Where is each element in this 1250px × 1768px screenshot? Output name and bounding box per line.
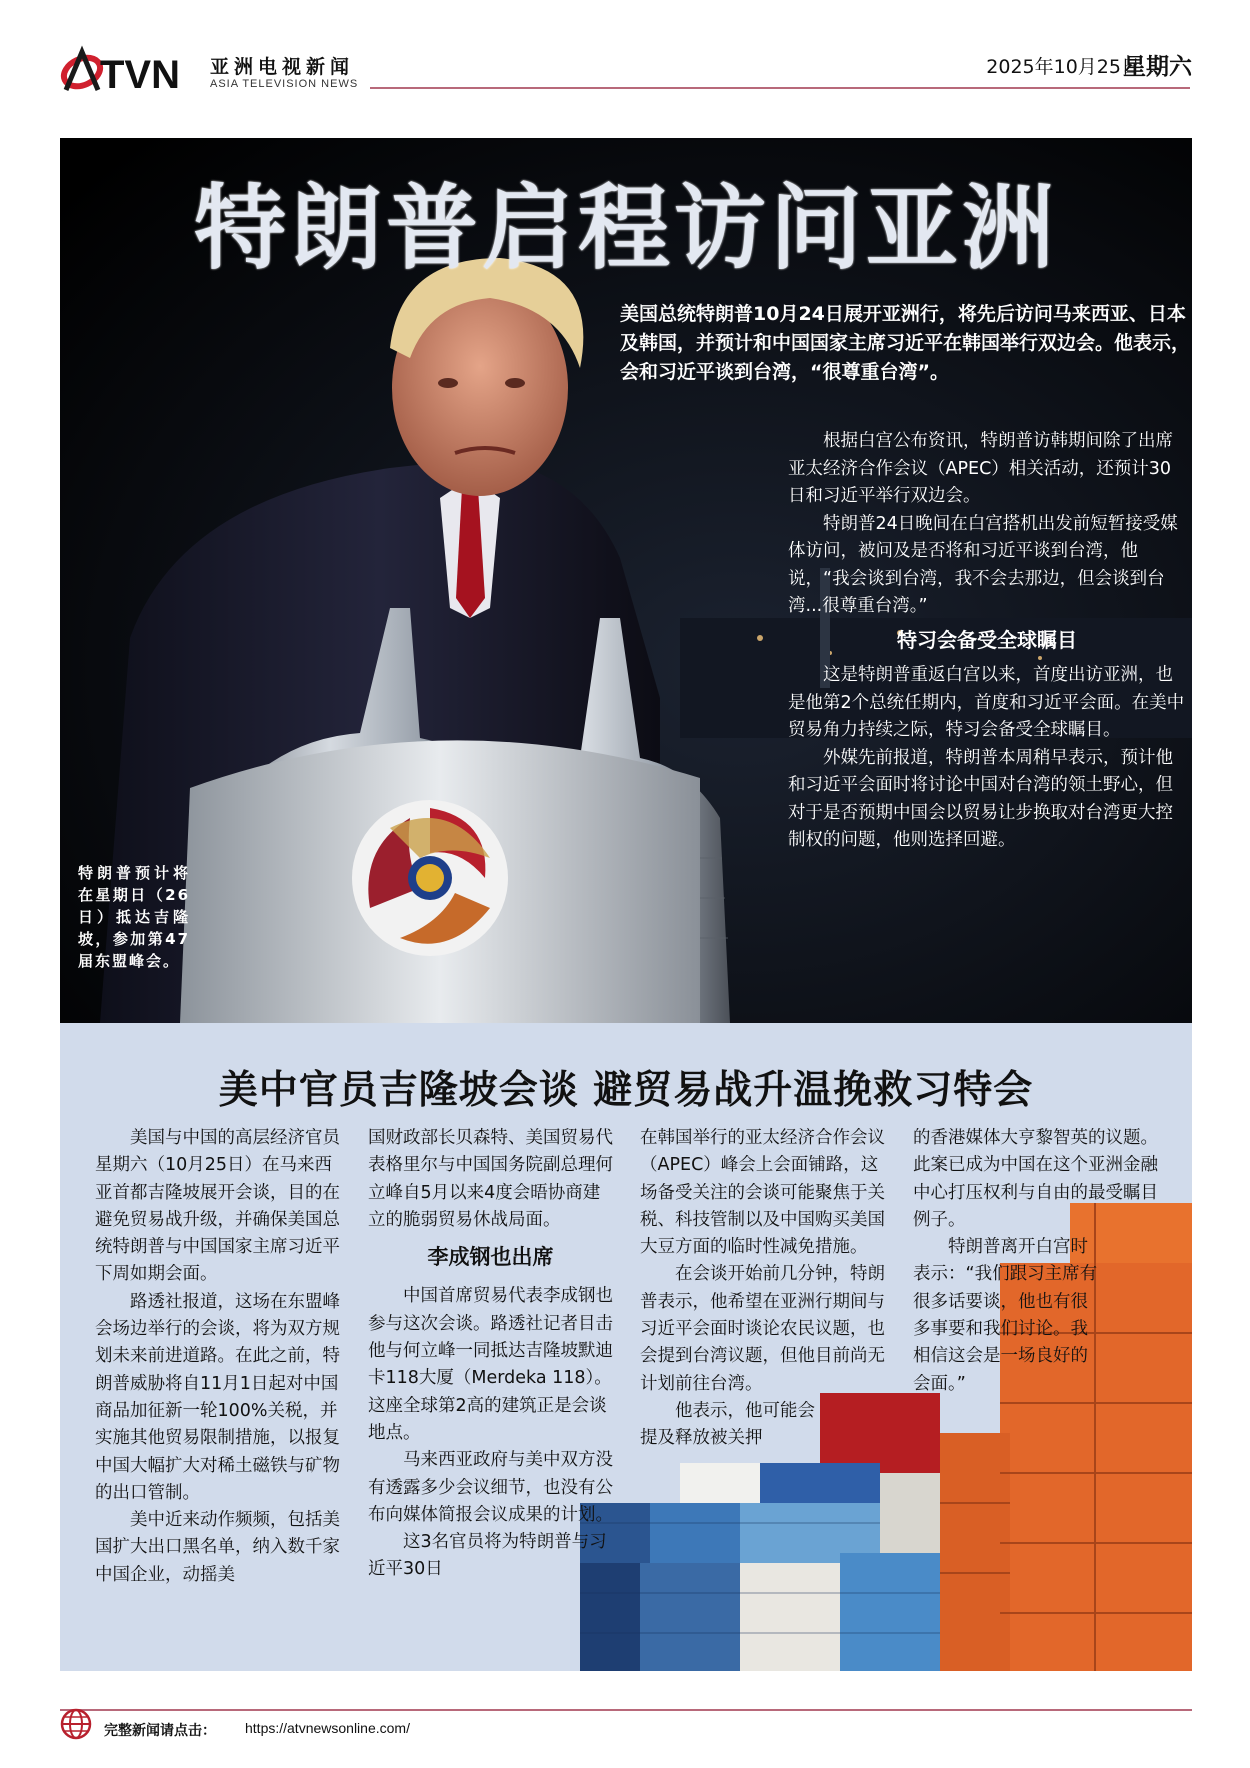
hero-headline: 特朗普启程访问亚洲: [193, 175, 1058, 282]
article-paragraph: 国财政部长贝森特、美国贸易代表格里尔与中国国务院副总理何立峰自5月以来4度会晤协商建立的脆弱贸易休战局面。: [368, 1128, 613, 1230]
hero-paragraph: 外媒先前报道，特朗普本周稍早表示，预计他和习近平会面时将讨论中国对台湾的领土野心，但对于是否预期中国会以贸易让步换取对台湾更大控制权的问题，他则选择回避。: [788, 747, 1173, 850]
header-divider: [370, 87, 1190, 89]
hero-section: [60, 138, 1192, 1023]
article-subheading: 李成钢也出席: [427, 1245, 554, 1270]
photo-caption: 特朗普预计将在星期日（26日）抵达吉隆坡，参加第47届东盟峰会。: [78, 864, 190, 970]
brand-name-english: ASIA TELEVISION NEWS: [210, 78, 359, 90]
article-paragraph: 中国首席贸易代表李成钢也参与这次会谈。路透社记者目击他与何立峰一同抵达吉隆坡默迪卡118大厦（Merdeka 118）。这座全球第2高的建筑正是会谈地点。: [368, 1286, 613, 1443]
hero-body: [788, 428, 1186, 855]
article-paragraph: 这3名官员将为特朗普与习近平30日: [368, 1532, 607, 1580]
article-section: [60, 1023, 1192, 1671]
atvn-logo[interactable]: [60, 44, 195, 94]
page-header: [0, 0, 1250, 120]
globe-icon[interactable]: [60, 1708, 92, 1740]
hero-paragraph: 特朗普24日晚间在白宫搭机出发前短暂接受媒体访问，被问及是否将和习近平谈到台湾，他说，“我会谈到台湾，我不会去那边，但会谈到台湾...很尊重台湾。”: [788, 513, 1178, 616]
issue-weekday: 星期六: [1123, 54, 1192, 80]
article-paragraph: 的香港媒体大亨黎智英的议题。此案已成为中国在这个亚洲金融中心打压权利与自由的最受瞩目例子。: [913, 1128, 1158, 1230]
footer-divider: [60, 1709, 1192, 1711]
issue-date: 2025年10月25日: [986, 56, 1140, 78]
article-paragraph: 在会谈开始前几分钟，特朗普表示，他希望在亚洲行期间与习近平会面时谈论农民议题，也会提到台湾议题，但他目前尚无计划前往台湾。: [640, 1264, 885, 1394]
article-column-3: [640, 1125, 885, 1453]
article-paragraph: 在韩国举行的亚太经济合作会议（APEC）峰会上会面铺路，这场备受关注的会谈可能聚焦于关税、科技管制以及中国购买美国大豆方面的临时性减免措施。: [640, 1128, 885, 1258]
svg-text:TVN: TVN: [100, 53, 180, 94]
article-column-2: [368, 1125, 613, 1584]
article-headline: 美中官员吉隆坡会谈 避贸易战升温挽救习特会: [218, 1068, 1034, 1113]
hero-paragraph: 这是特朗普重返白宫以来，首度出访亚洲，也是他第2个总统任期内，首度和习近平会面。在美中贸易角力持续之际，特习会备受全球瞩目。: [788, 665, 1185, 740]
article-paragraph: 他表示，他可能会提及释放被关押: [640, 1400, 815, 1449]
article-column-4: [913, 1125, 1158, 1398]
article-paragraph: 路透社报道，这场在东盟峰会场边举行的会谈，将为双方规划未来前进道路。在此之前，特朗普威胁将自11月1日起对中国商品加征新一轮100%关税，并实施其他贸易限制措施，以报复中国大幅扩大对稀土磁铁与矿物的出口管制。: [95, 1291, 340, 1503]
article-paragraph: 美国与中国的高层经济官员星期六（10月25日）在马来西亚首都吉隆坡展开会谈，目的在避免贸易战升级，并确保美国总统特朗普与中国国家主席习近平下周如期会面。: [95, 1128, 340, 1285]
article-paragraph: 马来西亚政府与美中双方没有透露多少会议细节，也没有公布向媒体简报会议成果的计划。: [368, 1450, 613, 1525]
hero-paragraph: 根据白宫公布资讯，特朗普访韩期间除了出席亚太经济合作会议（APEC）相关活动，还预计30日和习近平举行双边会。: [788, 431, 1173, 506]
footer-label: 完整新闻请点击：: [104, 1723, 216, 1739]
brand-name-chinese: 亚洲电视新闻: [210, 56, 355, 78]
article-column-1: [95, 1125, 340, 1589]
hero-subheading: 特习会备受全球瞩目: [897, 627, 1077, 652]
article-paragraph: 特朗普离开白宫时表示：“我们跟习主席有很多话要谈，他也有很多事要和我们讨论。我相信这会是一场良好的会面。”: [913, 1237, 1098, 1394]
article-paragraph: 美中近来动作频频，包括美国扩大出口黑名单，纳入数千家中国企业，动摇美: [95, 1510, 340, 1585]
hero-lead: 美国总统特朗普10月24日展开亚洲行，将先后访问马来西亚、日本及韩国，并预计和中国国家主席习近平在韩国举行双边会。他表示，会和习近平谈到台湾，“很尊重台湾”。: [620, 303, 1191, 383]
footer-link[interactable]: https://atvnewsonline.com/: [245, 1720, 410, 1736]
